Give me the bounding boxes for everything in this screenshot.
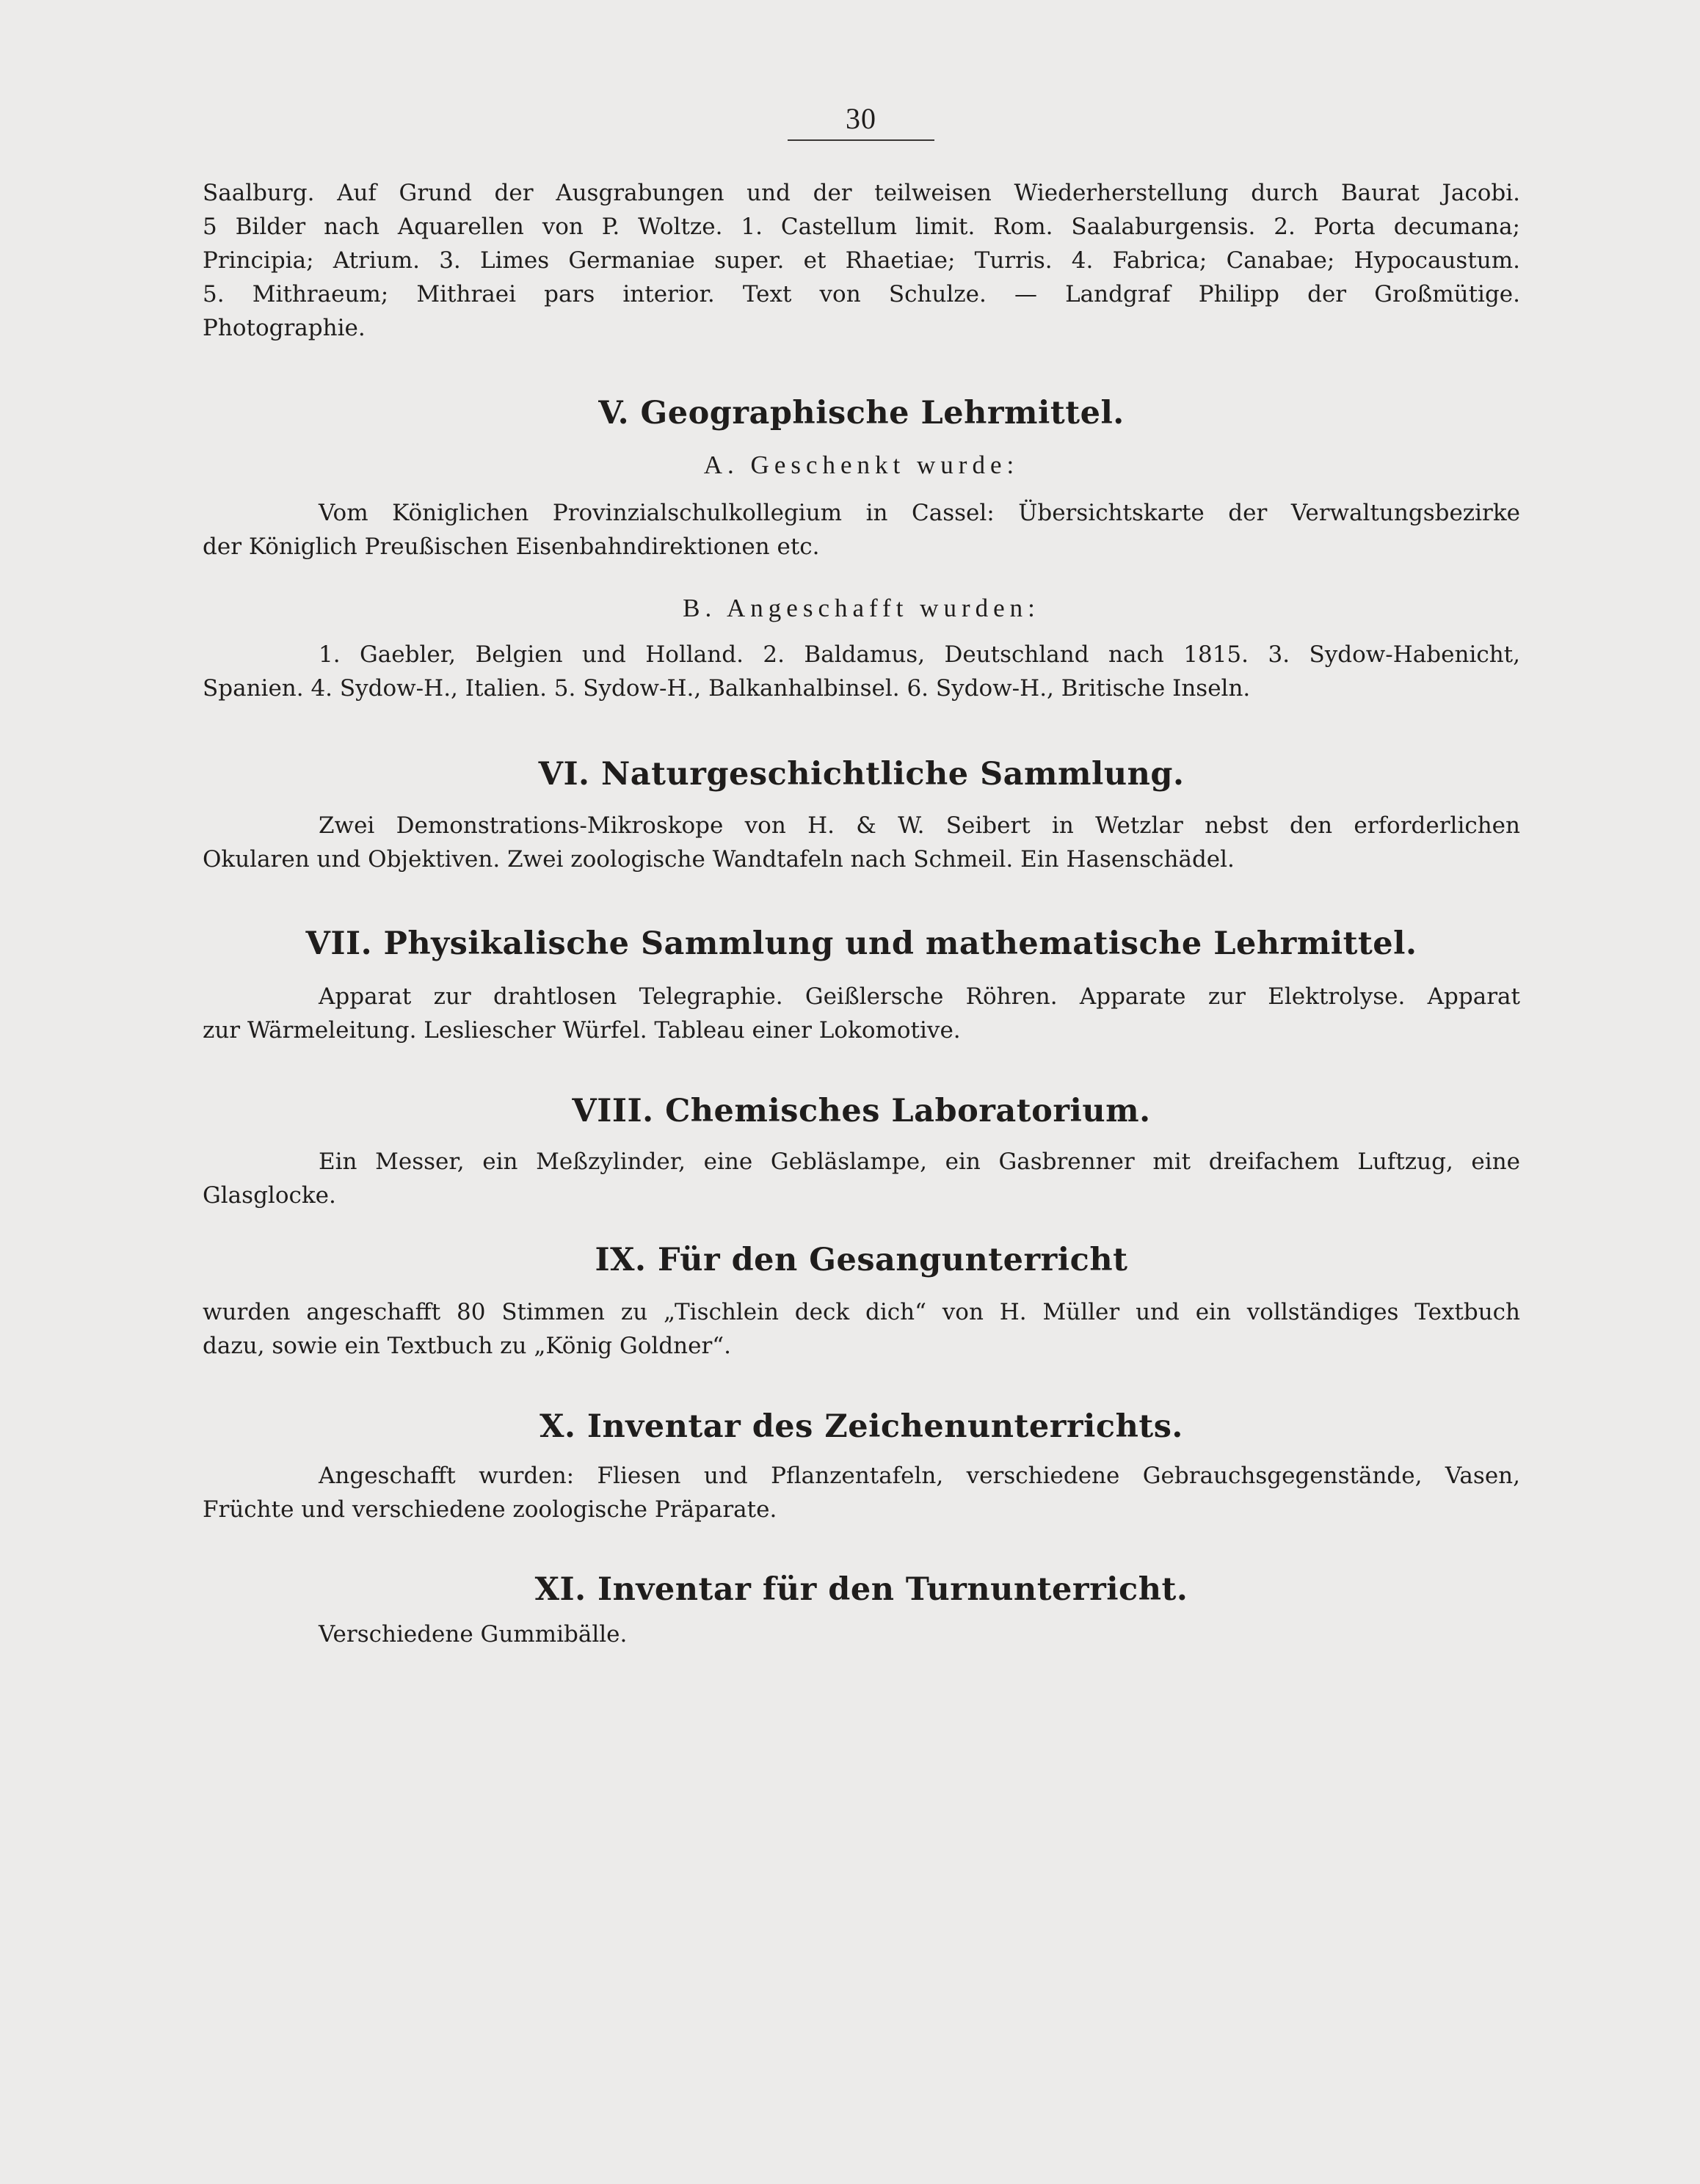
text-line: Früchte und verschiedene zoologische Präparate. bbox=[203, 1496, 777, 1523]
section-heading-vii: VII. Physikalische Sammlung und mathematische Lehrmittel. bbox=[305, 925, 1417, 962]
text-line: Angeschafft wurden: Fliesen und Pflanzentafeln, verschiedene Gebrauchsgegenstände, Vasen, bbox=[319, 1463, 1520, 1489]
section-heading-x: X. Inventar des Zeichenunterrichts. bbox=[540, 1408, 1183, 1445]
page-number-rule bbox=[788, 139, 934, 141]
text-line: 5 Bilder nach Aquarellen von P. Woltze. 1. Castellum limit. Rom. Saalaburgensis. 2. Porta decumana; bbox=[203, 214, 1520, 240]
text-line: Ein Messer, ein Meßzylinder, eine Gebläslampe, ein Gasbrenner mit dreifachem Luftzug, eine bbox=[319, 1149, 1520, 1175]
text-line: Apparat zur drahtlosen Telegraphie. Geißlersche Röhren. Apparate zur Elektrolyse. Apparat bbox=[319, 983, 1520, 1010]
page-number: 30 bbox=[846, 102, 876, 135]
section-xi-text bbox=[203, 1617, 1520, 1651]
section-heading-xi: XI. Inventar für den Turnunterricht. bbox=[534, 1571, 1188, 1608]
text-line: wurden angeschafft 80 Stimmen zu „Tischlein deck dich“ von H. Müller und ein vollständiges Textbuch bbox=[203, 1299, 1520, 1325]
section-v-text-b bbox=[203, 638, 1520, 705]
section-heading-vi: VI. Naturgeschichtliche Sammlung. bbox=[538, 756, 1185, 793]
section-v-text-a bbox=[203, 496, 1520, 564]
section-viii-text bbox=[203, 1145, 1520, 1212]
section-heading-ix: IX. Für den Gesangunterricht bbox=[595, 1242, 1128, 1278]
text-line: zur Wärmeleitung. Lesliescher Würfel. Tableau einer Lokomotive. bbox=[203, 1017, 961, 1044]
section-vi-text bbox=[203, 809, 1520, 876]
text-line: dazu, sowie ein Textbuch zu „König Goldner“. bbox=[203, 1333, 731, 1359]
section-heading-v: V. Geographische Lehrmittel. bbox=[598, 395, 1125, 432]
section-x-text bbox=[203, 1459, 1520, 1526]
text-line: Photographie. bbox=[203, 315, 366, 341]
text-line: Spanien. 4. Sydow-H., Italien. 5. Sydow-H., Balkanhalbinsel. 6. Sydow-H., Britische Inseln. bbox=[203, 675, 1251, 702]
intro-paragraph bbox=[203, 176, 1520, 345]
subheading-geschenkt: A. Geschenkt wurde: bbox=[703, 451, 1020, 479]
section-ix-text bbox=[203, 1295, 1520, 1363]
text-line: Okularen und Objektiven. Zwei zoologische Wandtafeln nach Schmeil. Ein Hasenschädel. bbox=[203, 846, 1235, 873]
section-heading-viii: VIII. Chemisches Laboratorium. bbox=[572, 1093, 1151, 1129]
text-line: Saalburg. Auf Grund der Ausgrabungen und der teilweisen Wiederherstellung durch Baurat Jacobi. bbox=[203, 180, 1520, 206]
section-vii-text bbox=[203, 980, 1520, 1047]
text-line: 1. Gaebler, Belgien und Holland. 2. Baldamus, Deutschland nach 1815. 3. Sydow-Habenicht, bbox=[319, 641, 1520, 668]
text-line: Verschiedene Gummibälle. bbox=[319, 1621, 628, 1648]
text-line: der Königlich Preußischen Eisenbahndirektionen etc. bbox=[203, 534, 820, 560]
text-line: Principia; Atrium. 3. Limes Germaniae super. et Rhaetiae; Turris. 4. Fabrica; Canabae; Hypocaustum. bbox=[203, 247, 1520, 274]
subheading-angeschafft: B. Angeschafft wurden: bbox=[683, 594, 1040, 622]
text-line: Vom Königlichen Provinzialschulkollegium in Cassel: Übersichtskarte der Verwaltungsbezirke bbox=[319, 500, 1520, 526]
text-line: Zwei Demonstrations-Mikroskope von H. & W. Seibert in Wetzlar nebst den erforderlichen bbox=[319, 812, 1520, 839]
text-line: Glasglocke. bbox=[203, 1182, 336, 1209]
text-line: 5. Mithraeum; Mithraei pars interior. Text von Schulze. — Landgraf Philipp der Großmütige. bbox=[203, 281, 1520, 307]
